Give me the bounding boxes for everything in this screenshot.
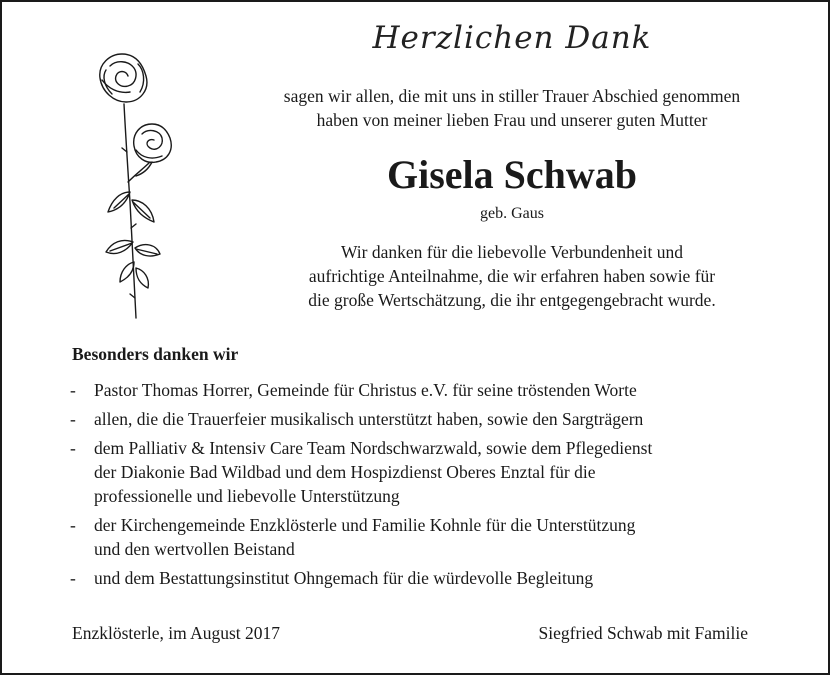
- dash: -: [70, 409, 76, 429]
- intro-line: sagen wir allen, die mit uns in stiller Trauer Abschied genommen: [283, 86, 741, 106]
- place-date: Enzklösterle, im August 2017: [72, 623, 281, 643]
- list-item: [64, 407, 804, 431]
- thanks-text: [232, 240, 792, 312]
- dash: -: [70, 568, 76, 588]
- list-item-line: der Kirchengemeinde Enzklösterle und Familie Kohnle für die Unterstützung: [94, 515, 636, 535]
- special-thanks-heading: Besonders danken wir: [72, 344, 239, 364]
- intro-line: haben von meiner lieben Frau und unserer guten Mutter: [316, 110, 708, 130]
- list-item-line: und den wertvollen Beistand: [94, 539, 295, 559]
- list-item: [64, 436, 804, 508]
- dash: -: [70, 438, 76, 458]
- thanks-line: Wir danken für die liebevolle Verbundenheit und: [340, 242, 684, 262]
- intro-text: [232, 84, 792, 132]
- list-item: [64, 566, 804, 590]
- rose-icon: [80, 42, 180, 322]
- dash: -: [70, 515, 76, 535]
- thanks-line: aufrichtige Anteilnahme, die wir erfahren haben sowie für: [308, 266, 716, 286]
- heading: Herzlichen Dank: [372, 20, 652, 56]
- list-item-line: und dem Bestattungsinstitut Ohngemach für die würdevolle Begleitung: [94, 568, 594, 588]
- list-item-line: Pastor Thomas Horrer, Gemeinde für Christus e.V. für seine tröstenden Worte: [94, 380, 637, 400]
- list-item: [64, 378, 804, 402]
- list-item-line: professionelle und liebevolle Unterstützung: [94, 486, 400, 506]
- deceased-name: Gisela Schwab: [386, 152, 638, 197]
- dash: -: [70, 380, 76, 400]
- signature: Siegfried Schwab mit Familie: [538, 623, 748, 643]
- thanks-list: [64, 378, 804, 595]
- list-item-line: dem Palliativ & Intensiv Care Team Nordschwarzwald, sowie dem Pflegedienst: [94, 438, 653, 458]
- maiden-name: geb. Gaus: [480, 205, 544, 222]
- list-item: [64, 513, 804, 561]
- list-item-line: der Diakonie Bad Wildbad und dem Hospizdienst Oberes Enztal für die: [94, 462, 596, 482]
- list-item-line: allen, die die Trauerfeier musikalisch unterstützt haben, sowie den Sargträgern: [94, 409, 644, 429]
- thanks-line: die große Wertschätzung, die ihr entgegengebracht wurde.: [308, 290, 716, 310]
